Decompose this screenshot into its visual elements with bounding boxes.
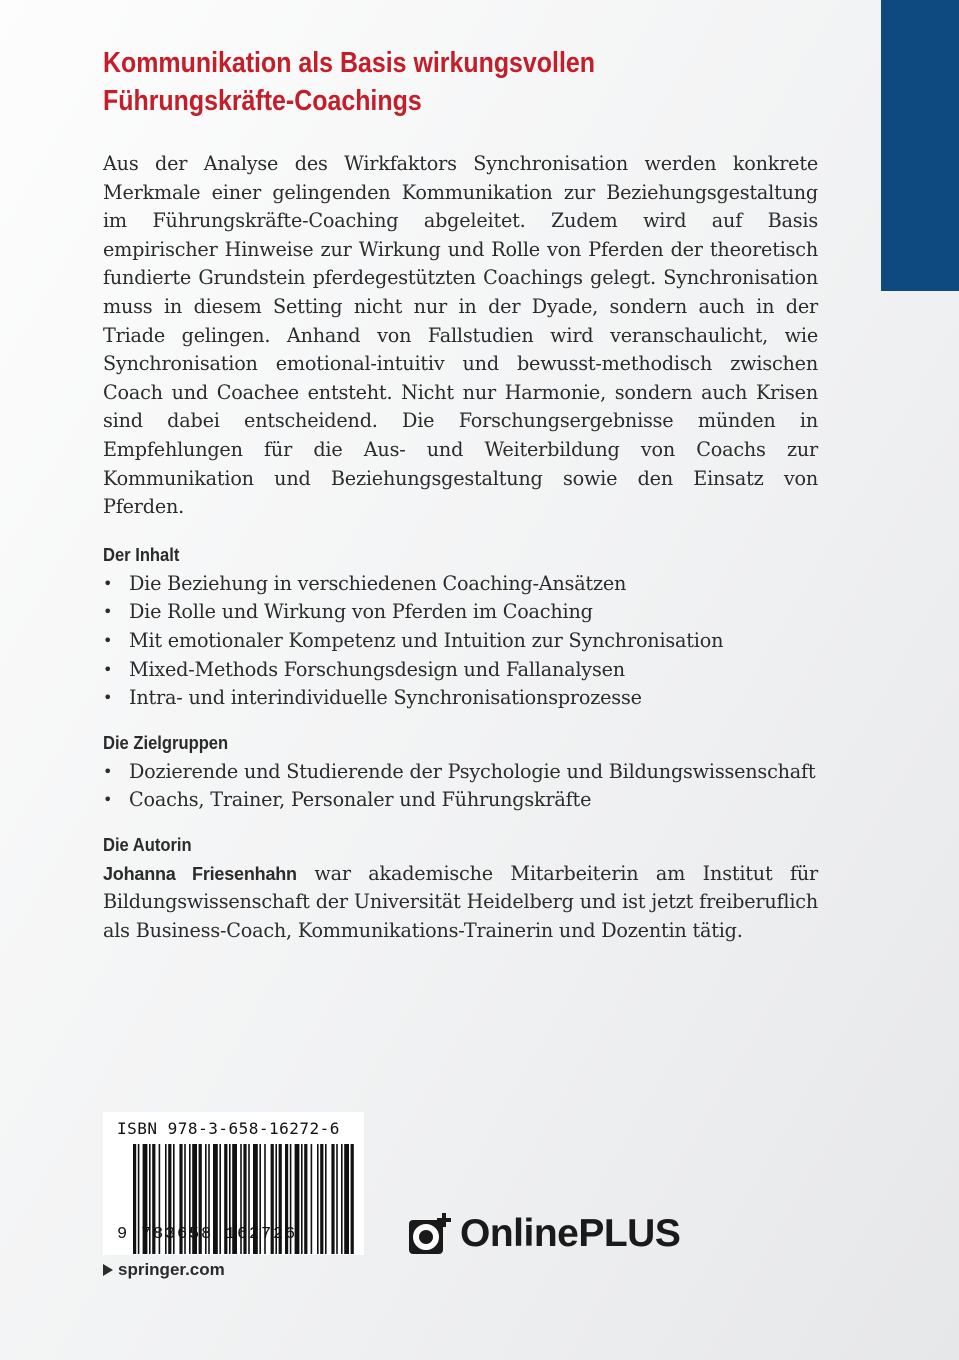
- springer-link[interactable]: [103, 1260, 225, 1280]
- inhalt-list: [103, 570, 818, 713]
- onlineplus-o-plus-icon: [408, 1212, 454, 1256]
- barcode-bar: [351, 1144, 354, 1254]
- barcode-bar: [320, 1144, 323, 1254]
- section-heading-autorin: Die Autorin: [103, 834, 192, 855]
- onlineplus-logo: [408, 1212, 680, 1256]
- author-name: Johanna Friesenhahn: [103, 863, 297, 884]
- arrow-right-icon: [103, 1264, 113, 1276]
- list-item: • Die Rolle und Wirkung von Pferden im Coaching: [103, 598, 818, 627]
- section-inhalt: [103, 542, 818, 713]
- barcode-bar: [331, 1144, 334, 1254]
- back-cover-content: [103, 44, 818, 946]
- author-bio-text: war akademische Mitarbeiterin am Institut für Bildungswissenschaft der Universität Heidelberg und ist jetzt freiberuflich als Business-Coach, Kommunikations-Trainerin und Dozentin tätig.: [103, 861, 818, 943]
- barcode-bar: [304, 1144, 307, 1254]
- blue-corner-tab: [881, 0, 959, 291]
- author-bio: [103, 860, 818, 946]
- list-item: • Die Beziehung in verschiedenen Coaching-Ansätzen: [103, 570, 818, 599]
- barcode-bar: [341, 1144, 343, 1254]
- list-item: • Mixed-Methods Forschungsdesign und Fallanalysen: [103, 656, 818, 685]
- list-item: • Mit emotionaler Kompetenz und Intuition zur Synchronisation: [103, 627, 818, 656]
- section-heading-inhalt: Der Inhalt: [103, 544, 180, 565]
- zielgruppen-list: [103, 758, 818, 815]
- list-item: • Intra- und interindividuelle Synchronisationsprozesse: [103, 684, 818, 713]
- barcode-bar: [317, 1144, 319, 1254]
- intro-paragraph: Aus der Analyse des Wirkfaktors Synchronisation werden konkrete Merkmale einer gelingenden Kommunikation zur Beziehungsgestaltung im Führungskräfte-Coaching abgeleitet. Zudem wird auf Basis empirischer Hinweise zur Wirkung und Rolle von Pferden der theoretisch fundierte Grundstein pferdegestützten Coachings gelegt. Synchronisation muss in diesem Setting nicht nur in der Dyade, sondern auch in der Triade gelingen. Anhand von Fallstudien wird veranschaulicht, wie Synchronisation emotional-intuitiv und bewusst-methodisch zwischen Coach und Coachee entsteht. Nicht nur Harmonie, sondern auch Krisen sind dabei entscheidend. Die Forschungsergebnisse münden in Empfehlungen für die Aus- und Weiterbildung von Coachs zur Kommunikation und Beziehungsgestaltung sowie den Einsatz von Pferden.: [103, 152, 818, 519]
- barcode-digits: 9 783658 162726: [117, 1225, 298, 1244]
- barcode-bar: [311, 1144, 313, 1254]
- isbn-label: ISBN 978-3-658-16272-6: [117, 1119, 340, 1138]
- section-zielgruppen: [103, 730, 818, 815]
- section-autorin: [103, 832, 818, 946]
- barcode-bar: [301, 1144, 303, 1254]
- barcode-bar: [325, 1144, 327, 1254]
- list-item: • Dozierende und Studierende der Psychologie und Bildungswissenschaft: [103, 758, 818, 787]
- book-title: [103, 44, 718, 120]
- isbn-barcode: [103, 1112, 364, 1255]
- barcode-bar: [344, 1144, 349, 1254]
- section-heading-zielgruppen: Die Zielgruppen: [103, 732, 229, 753]
- list-item: • Coachs, Trainer, Personaler und Führungskräfte: [103, 786, 818, 815]
- springer-url: springer.com: [118, 1260, 225, 1279]
- title-line-1: Kommunikation als Basis wirkungsvollen: [103, 47, 596, 79]
- onlineplus-text: OnlinePLUS: [460, 1212, 681, 1255]
- barcode-bar: [336, 1144, 338, 1254]
- title-line-2: Führungskräfte-Coachings: [103, 85, 422, 117]
